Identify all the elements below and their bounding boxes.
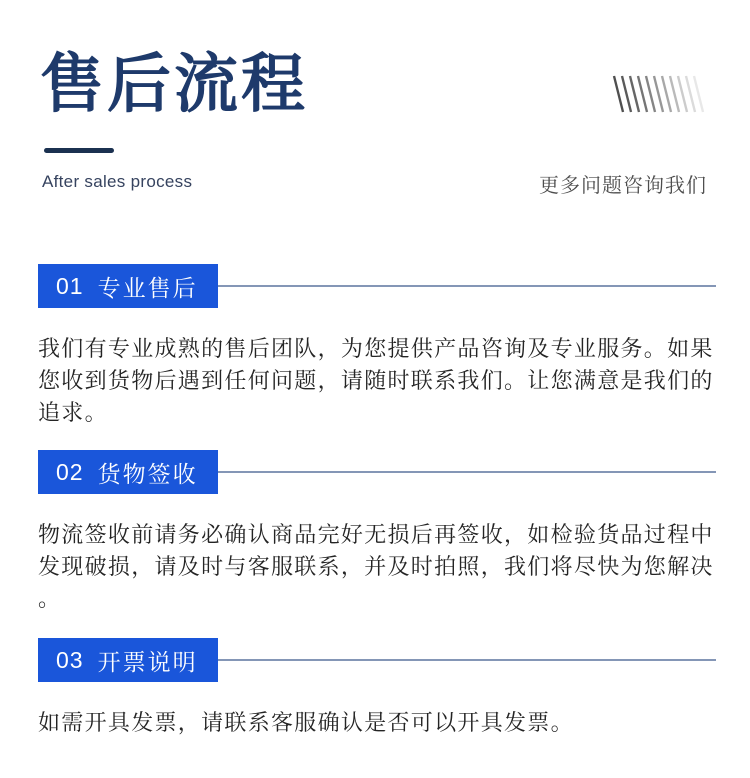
header-divider-line [218, 471, 716, 473]
section-body-text: 如需开具发票，请联系客服确认是否可以开具发票。 [38, 710, 574, 735]
section-number: 02 [56, 458, 84, 485]
title-underline [44, 148, 114, 153]
header-divider-line [218, 659, 716, 661]
section-number: 01 [56, 272, 84, 299]
section-number-badge [38, 450, 218, 494]
header-divider-line [218, 285, 716, 287]
section-title: 专业售后 [97, 274, 198, 301]
section-professional-aftersales [38, 264, 716, 429]
section-goods-receipt [38, 450, 716, 615]
page-subtitle-en: After sales process [42, 172, 193, 191]
section-invoicing-instructions [38, 638, 716, 739]
consult-us-label: 更多问题咨询我们 [539, 175, 707, 197]
page-title: 售后流程 [40, 48, 308, 120]
section-number-badge [38, 638, 218, 682]
section-title: 货物签收 [97, 460, 198, 487]
section-header [38, 638, 716, 682]
section-number: 03 [56, 646, 84, 673]
section-title: 开票说明 [97, 648, 198, 675]
section-body-text: 物流签收前请务必确认商品完好无损后再签收，如检验货品过程中发现破损，请及时与客服联系，并及时拍照，我们将尽快为您解决。 [38, 522, 714, 611]
section-body-text: 我们有专业成熟的售后团队，为您提供产品咨询及专业服务。如果您收到货物后遇到任何问题，请随时联系我们。让您满意是我们的追求。 [38, 336, 714, 425]
hatch-stripes-icon [612, 75, 708, 113]
section-number-badge [38, 264, 218, 308]
section-header [38, 450, 716, 494]
section-header [38, 264, 716, 308]
